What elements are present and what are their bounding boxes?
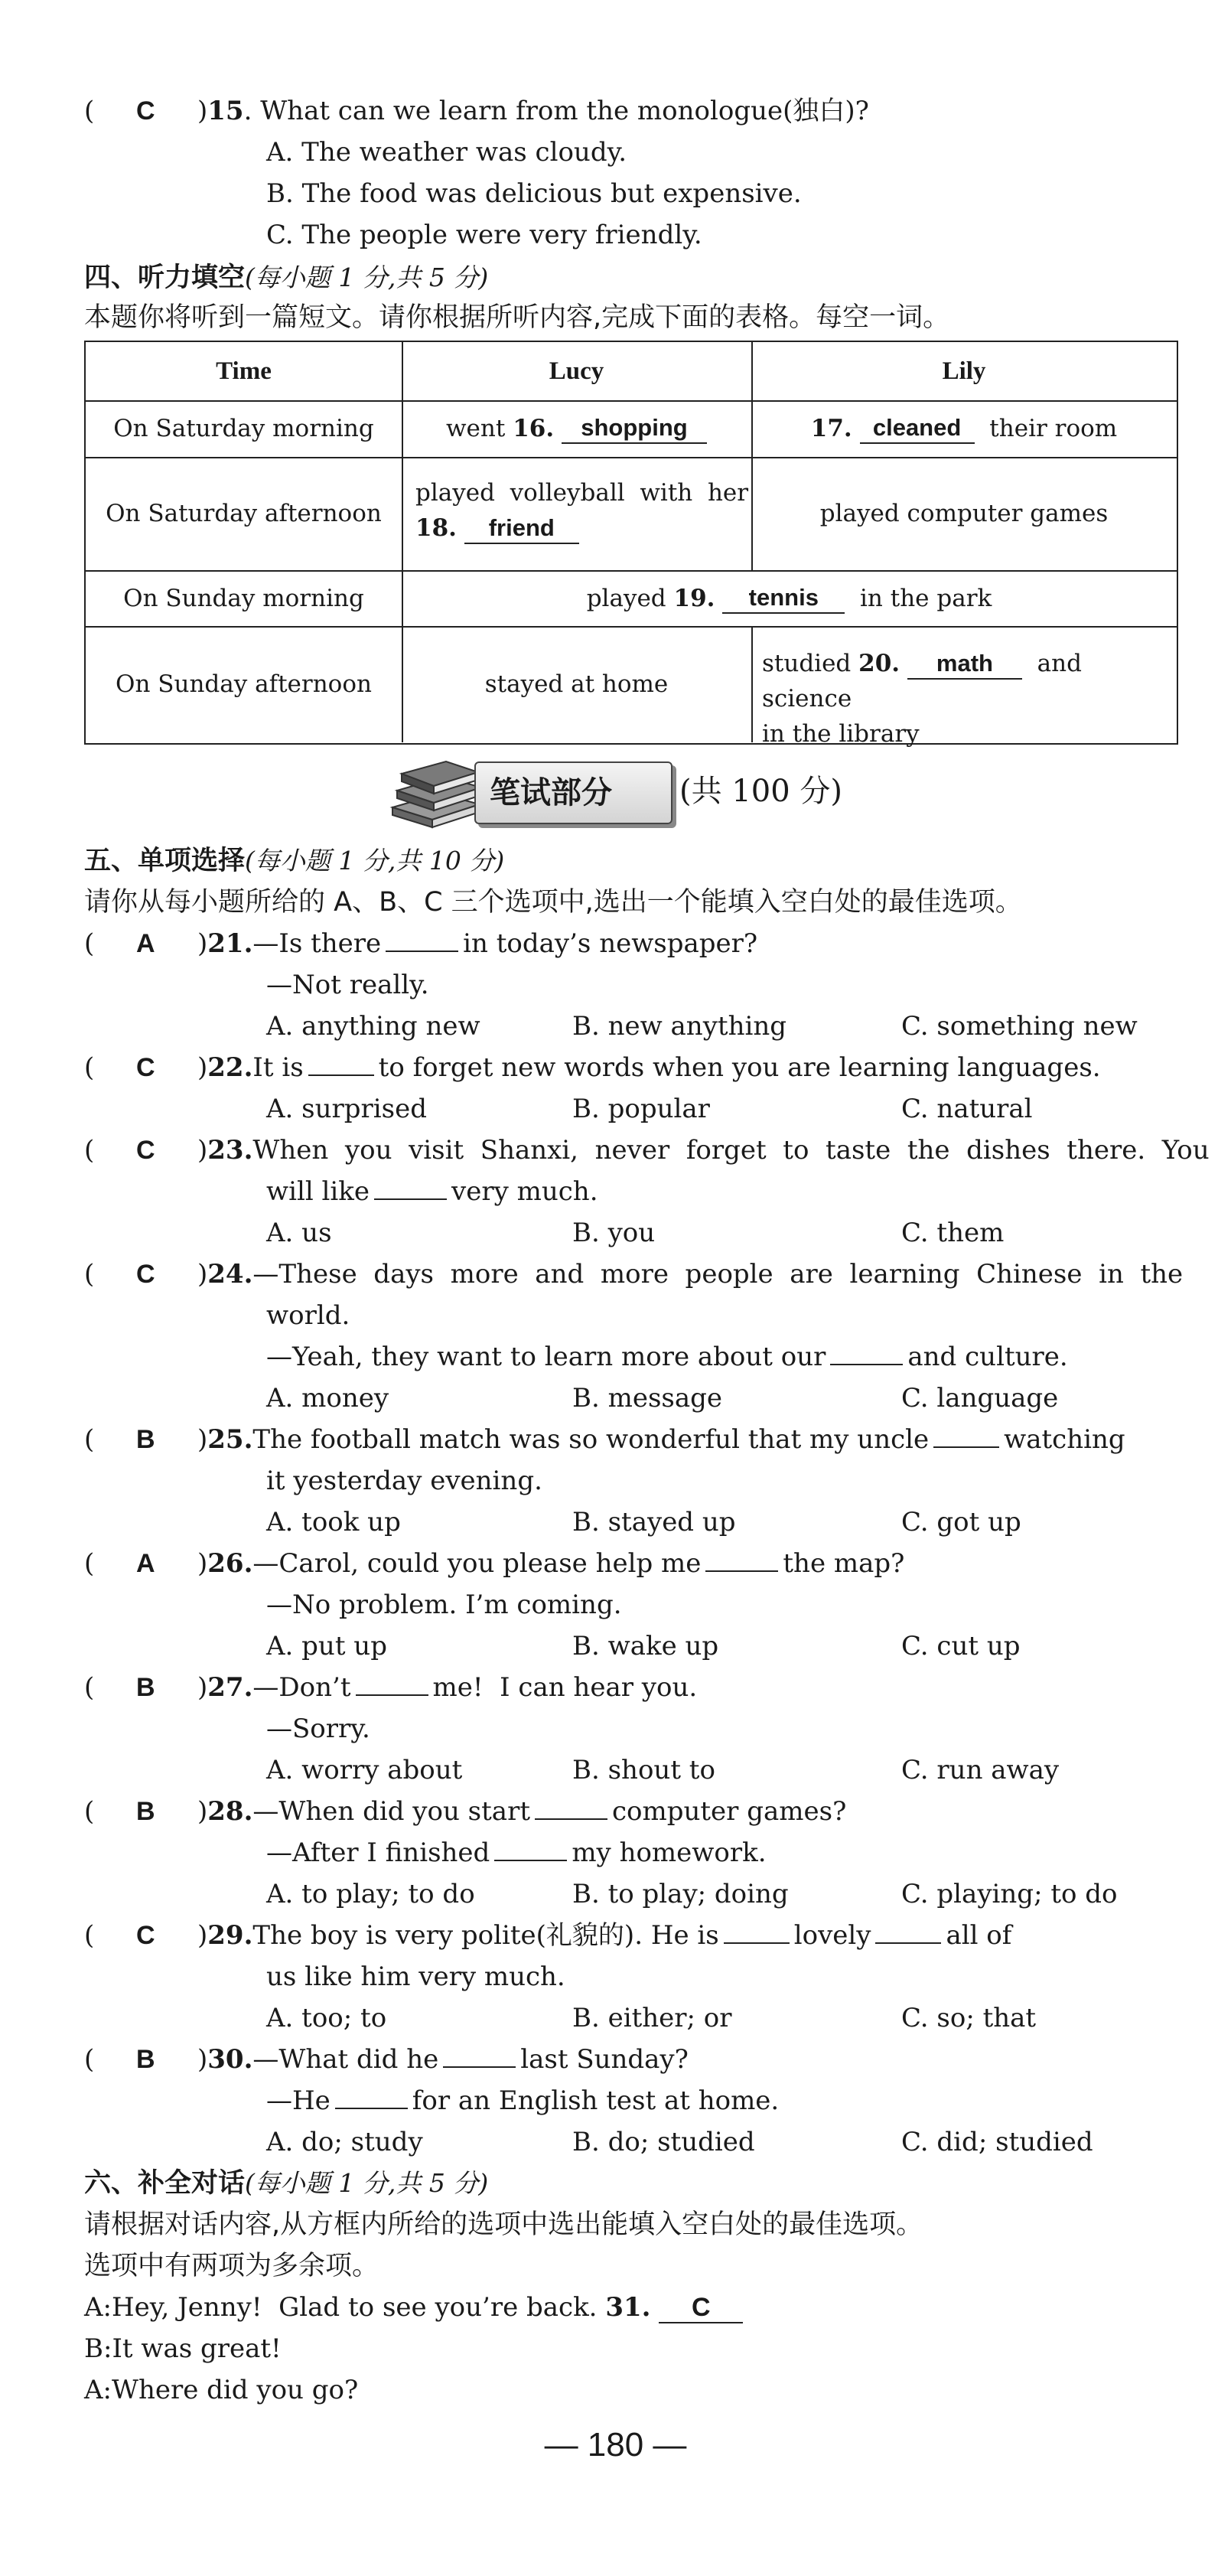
answer-15: C	[136, 96, 155, 126]
option-b: B. you	[572, 1218, 656, 1248]
option-b: B. popular	[572, 1094, 710, 1124]
worksheet-page: ( C )15. What can we learn from the monologue(独白)? A. The weather was cloudy. B. The food was delicious but expensive. C. The people were very friendly. 四、听力填空(每小题 1 分,共 5 分) 本题你将听到一篇短文。请你根据所听内容,完成下面的表格。每空一词。 Time Lucy Lily On Saturday morning went 16. shopping 17. cleaned their room On Saturday afternoon played volleyball with her 18. friend played computer games On Sunday morning played 19. tennis in the park On Sunday afternoon stayed at home studied 20. math and science in the library 笔试部分 (共 100 分) 五、单项选择(每小题 1 分,共 10 分) 请你从每小题所给的 A、B、C 三个选项中,选出一个能填入空白处的最佳选项。 ( A )21.—Is there in today’s newspaper? —Not really. A. anything new B. new anything C. something new ( C )22.It is to forget new words when you are learning languages. A. surprised B. popular C. natural ( C )23.When you visit Shanxi, never forget to taste the dishes there. You will like very much. A. us B. you C. them ( C )24.—These days more and more people are learning Chinese in the world. —Yeah, they want to learn more about our and culture. A. money B. message C. language ( B )25.The football match was so wonderful that my uncle watching it yesterday evening. A. took up B. stayed up C. got up ( A )26.—Carol, could you please help me the map? —No problem. I’m coming. A. put up B. wake up C. cut up ( B )27.—Don’t me! I can hear you. —Sorry. A. worry about B. shout to C. run away ( B )28.—When did you start computer games? —After I finished my homework. A. to play; to do B. to play; doing C. playing; to do ( C )29.The boy is very polite(礼貌的). He is lovely all of us like him very much. A. too; to B. either; or C. so; that ( B )30.—What did he last Sunday? —He for an English test at home. A. do; study B. do; studied C. did; studied 六、补全对话(每小题 1 分,共 5 分) 请根据对话内容,从方框内所给的选项中选出能填入空白处的最佳选项。 选项中有两项为多余项。 A:Hey, Jenny! Glad to see you’re back. 31. C B:It was great! A:Where did you go? — 180 —	[0, 0, 1231, 2576]
banner-title: 笔试部分	[490, 775, 612, 810]
answer-17: cleaned	[860, 413, 975, 444]
option-b: B. stayed up	[572, 1507, 736, 1537]
option-b: B. message	[572, 1383, 723, 1414]
lily-cell: studied 20. math and science in the library	[762, 650, 1082, 748]
option-b: B. to play; doing	[572, 1879, 789, 1909]
option-a: A. put up	[266, 1631, 387, 1661]
question-line: us like him very much.	[266, 1961, 565, 1992]
option-c: C. playing; to do	[901, 1879, 1118, 1909]
section-5-title: 五、单项选择(每小题 1 分,共 10 分)	[84, 846, 505, 876]
option-c: C. natural	[901, 1094, 1033, 1124]
answer-28: B	[136, 1797, 155, 1826]
section-4-title: 四、听力填空(每小题 1 分,共 5 分)	[84, 262, 489, 293]
question-line: it yesterday evening.	[266, 1466, 542, 1496]
answer-25: B	[136, 1425, 155, 1454]
question-line: —Yeah, they want to learn more about our and culture.	[266, 1342, 1068, 1372]
banner-points: (共 100 分)	[679, 774, 842, 809]
option-b: B. do; studied	[572, 2127, 755, 2157]
option-c: C. cut up	[901, 1631, 1021, 1661]
answer-16: shopping	[562, 413, 707, 444]
question-27: )27.—Don’t me! I can hear you.	[197, 1672, 698, 1703]
time-cell: On Sunday morning	[123, 584, 364, 612]
books-icon	[386, 754, 486, 830]
answer-24: C	[136, 1260, 155, 1289]
question-line: —Not really.	[266, 970, 429, 1000]
answer-27: B	[136, 1673, 155, 1702]
option-c: C. run away	[901, 1755, 1060, 1785]
header-lily: Lily	[942, 357, 986, 385]
question-line: —He for an English test at home.	[266, 2085, 780, 2116]
option-c: C. got up	[901, 1507, 1021, 1537]
option-c: C. language	[901, 1383, 1059, 1414]
question-line: —Sorry.	[266, 1714, 370, 1744]
option: A. The weather was cloudy.	[266, 137, 627, 168]
lucy-cell: played volleyball with her 18. friend	[402, 457, 751, 570]
lily-cell: played computer games	[819, 500, 1109, 527]
question-23: )23.When you visit Shanxi, never forget to taste the dishes there. You	[197, 1135, 1210, 1166]
question-25: )25.The football match was so wonderful that my uncle watching	[197, 1424, 1125, 1455]
option-a: A. too; to	[266, 2003, 387, 2033]
option: C. The people were very friendly.	[266, 220, 702, 250]
question-21: )21.—Is there in today’s newspaper?	[197, 928, 758, 959]
section-6-instruction: 请根据对话内容,从方框内所给的选项中选出能填入空白处的最佳选项。	[84, 2209, 923, 2240]
answer-30: B	[136, 2045, 155, 2074]
page-number: — 180 —	[544, 2426, 687, 2464]
section-6-instruction: 选项中有两项为多余项。	[84, 2251, 379, 2281]
option-a: A. surprised	[266, 1094, 427, 1124]
listening-table	[84, 341, 1178, 748]
option-a: A. worry about	[266, 1755, 463, 1785]
question-24: )24.—These days more and more people are learning Chinese in the	[197, 1259, 1184, 1290]
section-4-instruction: 本题你将听到一篇短文。请你根据所听内容,完成下面的表格。每空一词。	[84, 302, 950, 333]
option-b: B. new anything	[572, 1011, 787, 1042]
option-c: C. something new	[901, 1011, 1138, 1042]
question-26: )26.—Carol, could you please help me the map?	[197, 1548, 905, 1579]
answer-26: A	[136, 1549, 155, 1578]
option-b: B. either; or	[572, 2003, 732, 2033]
dialog-line: A:Hey, Jenny! Glad to see you’re back. 31. C	[84, 2287, 743, 2328]
merged-cell: played 19. tennis in the park	[586, 583, 992, 612]
paren-open: (	[84, 96, 95, 126]
question-28: )28.—When did you start computer games?	[197, 1796, 847, 1827]
answer-29: C	[136, 1921, 155, 1950]
answer-23: C	[136, 1136, 155, 1165]
option-a: A. anything new	[266, 1011, 480, 1042]
question-29: )29.The boy is very polite(礼貌的). He is lovely all of	[197, 1920, 1012, 1951]
option-a: A. to play; to do	[266, 1879, 475, 1909]
option-a: A. took up	[266, 1507, 401, 1537]
question-30: )30.—What did he last Sunday?	[197, 2044, 689, 2075]
question-line: —After I finished my homework.	[266, 1837, 767, 1868]
option-a: A. money	[266, 1383, 389, 1414]
dialog-line: A:Where did you go?	[84, 2375, 359, 2405]
question-15: )15. What can we learn from the monologue(独白)?	[197, 96, 869, 126]
option-a: A. us	[266, 1218, 332, 1248]
question-line: —No problem. I’m coming.	[266, 1590, 622, 1620]
header-lucy: Lucy	[549, 357, 604, 385]
answer-31: C	[659, 2293, 743, 2323]
answer-20: math	[907, 649, 1022, 680]
section-5-instruction: 请你从每小题所给的 A、B、C 三个选项中,选出一个能填入空白处的最佳选项。	[84, 887, 1022, 918]
header-time: Time	[216, 357, 272, 385]
answer-22: C	[136, 1053, 155, 1082]
answer-19: tennis	[722, 583, 845, 614]
option-c: C. them	[901, 1218, 1005, 1248]
time-cell: On Saturday morning	[113, 415, 374, 442]
option-a: A. do; study	[266, 2127, 423, 2157]
time-cell: On Saturday afternoon	[106, 500, 382, 527]
question-22: )22.It is to forget new words when you are learning languages.	[197, 1052, 1101, 1083]
written-section-banner	[474, 761, 672, 824]
answer-21: A	[136, 929, 155, 958]
answer-18: friend	[464, 514, 579, 544]
option-b: B. shout to	[572, 1755, 715, 1785]
lucy-cell: went 16. shopping	[402, 400, 751, 457]
question-line: world.	[266, 1300, 350, 1331]
option-b: B. wake up	[572, 1631, 719, 1661]
lily-cell: 17. cleaned their room	[810, 414, 1118, 442]
option: B. The food was delicious but expensive.	[266, 178, 802, 209]
question-line: will like very much.	[266, 1176, 598, 1207]
option-c: C. did; studied	[901, 2127, 1093, 2157]
section-6-title: 六、补全对话(每小题 1 分,共 5 分)	[84, 2168, 489, 2199]
lucy-cell: stayed at home	[484, 670, 669, 698]
dialog-line: B:It was great!	[84, 2333, 282, 2364]
time-cell: On Sunday afternoon	[116, 670, 372, 698]
option-c: C. so; that	[901, 2003, 1037, 2033]
